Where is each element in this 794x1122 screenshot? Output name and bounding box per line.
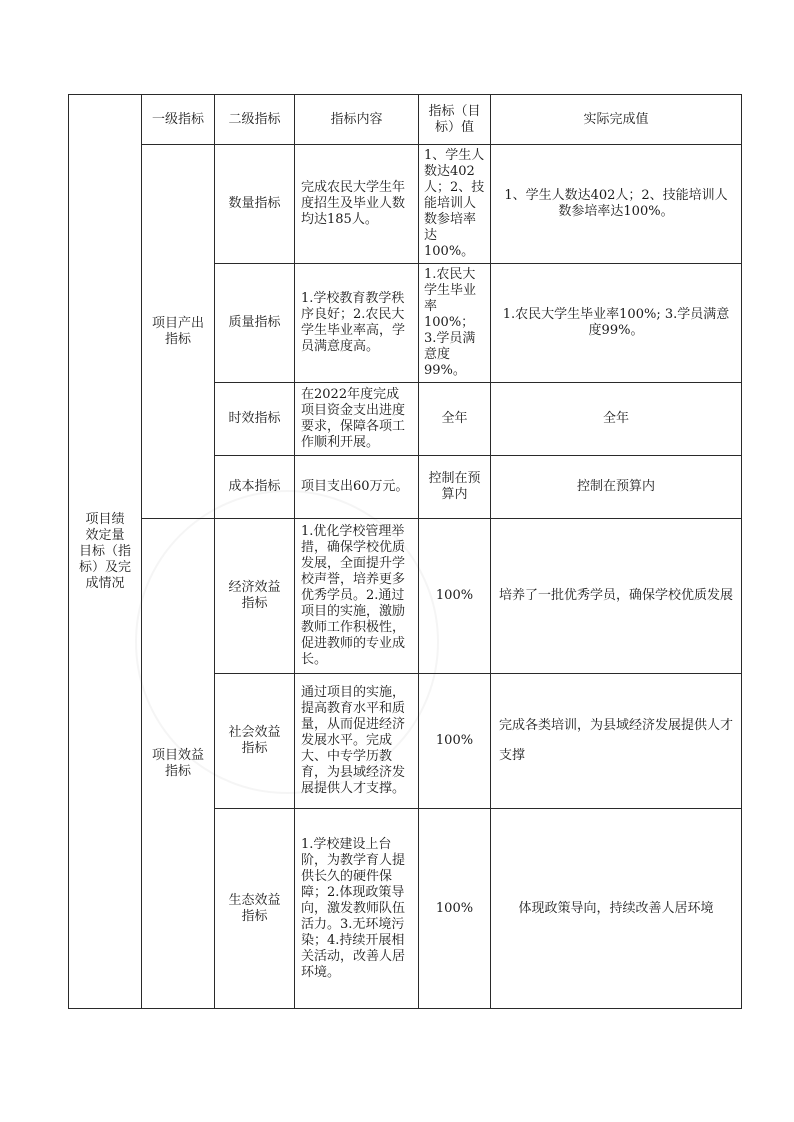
content-timeliness: 在2022年度完成项目资金支出进度要求，保障各项工作顺利开展。 <box>295 383 419 456</box>
actual-timeliness: 全年 <box>491 383 742 456</box>
section-label-line: 目标（指 <box>79 543 132 559</box>
target-economic: 100% <box>419 519 491 674</box>
level2-quantity: 数量指标 <box>215 145 295 264</box>
level2-social: 社会效益 指标 <box>215 674 295 809</box>
section-label-line: 标）及完 <box>79 559 132 575</box>
target-cost: 控制在预算内 <box>419 456 491 519</box>
actual-cost: 控制在预算内 <box>491 456 742 519</box>
table-row <box>69 145 742 264</box>
header-actual: 实际完成值 <box>491 95 742 145</box>
header-content: 指标内容 <box>295 95 419 145</box>
group-label-benefit: 项目效益 指标 <box>142 519 215 1009</box>
content-ecological: 1.学校建设上台阶，为教学育人提供长久的硬件保障；2.体现政策导向，激发教师队伍活力。3.无环境污染；4.持续开展相关活动，改善人居环境。 <box>295 809 419 1009</box>
actual-social: 完成各类培训，为县域经济发展提供人才支撑 <box>491 674 742 809</box>
target-quality: 1.农民大学生毕业率100%；3.学员满意度99%。 <box>419 264 491 383</box>
content-quantity: 完成农民大学生年度招生及毕业人数均达185人。 <box>295 145 419 264</box>
level2-economic: 经济效益 指标 <box>215 519 295 674</box>
level2-ecological: 生态效益 指标 <box>215 809 295 1009</box>
actual-economic: 培养了一批优秀学员，确保学校优质发展 <box>491 519 742 674</box>
actual-quality: 1.农民大学生毕业率100%; 3.学员满意度99%。 <box>491 264 742 383</box>
level2-timeliness: 时效指标 <box>215 383 295 456</box>
header-level1: 一级指标 <box>142 95 215 145</box>
section-label-line: 项目绩 <box>85 511 125 527</box>
target-ecological: 100% <box>419 809 491 1009</box>
content-economic: 1.优化学校管理举措，确保学校优质发展，全面提升学校声誉，培养更多优秀学员。2.通过项目的实施，激励教师工作积极性，促进教师的专业成长。 <box>295 519 419 674</box>
section-label-line: 效定量 <box>85 527 125 543</box>
content-quality: 1.学校教育教学秩序良好；2.农民大学生毕业率高，学员满意度高。 <box>295 264 419 383</box>
header-level2: 二级指标 <box>215 95 295 145</box>
actual-ecological: 体现政策导向，持续改善人居环境 <box>491 809 742 1009</box>
content-cost: 项目支出60万元。 <box>295 456 419 519</box>
section-label-cell <box>69 95 142 1009</box>
header-target: 指标（目 标）值 <box>419 95 491 145</box>
target-social: 100% <box>419 674 491 809</box>
group-label-output: 项目产出 指标 <box>142 145 215 519</box>
content-social: 通过项目的实施，提高教育水平和质量，从而促进经济发展水平。完成大、中专学历教育，为县域经济发展提供人才支撑。 <box>295 674 419 809</box>
table-header-row <box>69 95 742 145</box>
level2-cost: 成本指标 <box>215 456 295 519</box>
target-quantity: 1、学生人数达402人；2、技能培训人数参培率达100%。 <box>419 145 491 264</box>
actual-quantity: 1、学生人数达402人；2、技能培训人数参培率达100%。 <box>491 145 742 264</box>
level2-quality: 质量指标 <box>215 264 295 383</box>
table-row <box>69 519 742 674</box>
target-timeliness: 全年 <box>419 383 491 456</box>
performance-table <box>68 94 742 1009</box>
section-label-line: 成情况 <box>85 575 125 591</box>
